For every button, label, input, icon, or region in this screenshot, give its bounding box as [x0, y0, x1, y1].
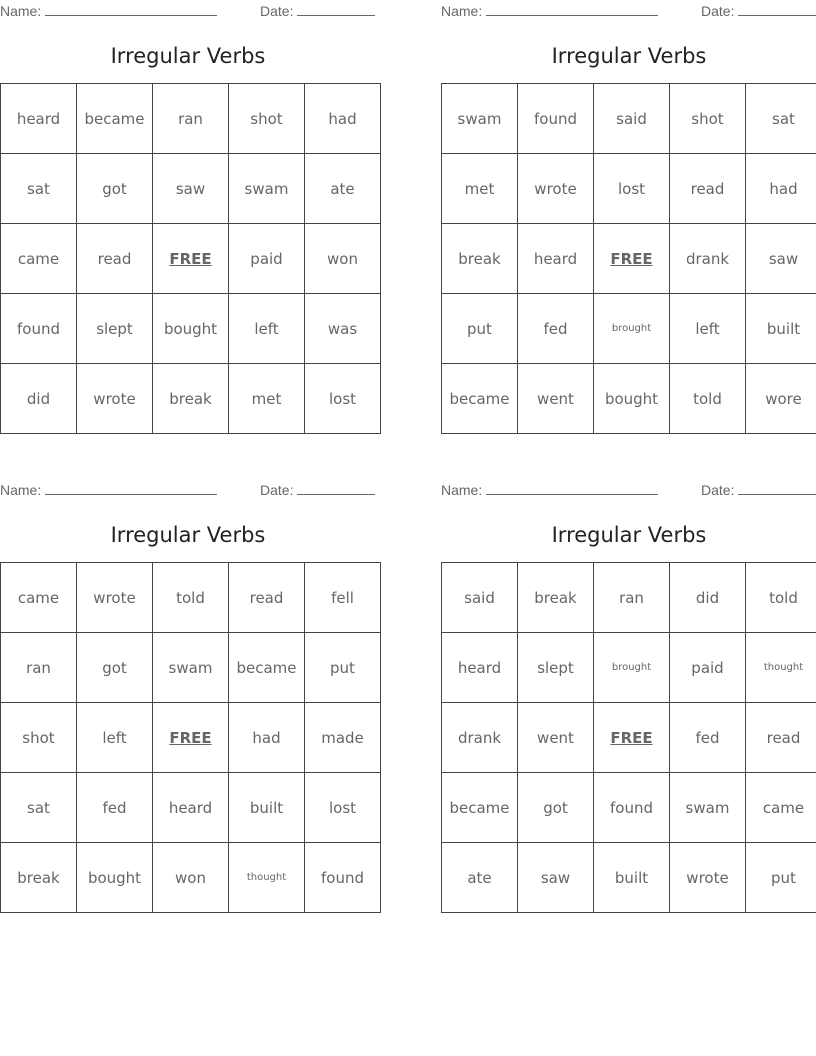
- grid-row: [1, 773, 381, 843]
- name-blank-line: [486, 481, 658, 495]
- free-space-cell: FREE: [594, 224, 670, 294]
- grid-cell: slept: [77, 294, 153, 364]
- grid-cell: found: [305, 843, 381, 913]
- name-blank-line: [45, 481, 217, 495]
- grid-cell: went: [518, 364, 594, 434]
- grid-cell: heard: [153, 773, 229, 843]
- grid-cell: wrote: [77, 364, 153, 434]
- grid-cell: put: [305, 633, 381, 703]
- grid-cell: heard: [1, 84, 77, 154]
- grid-cell: brought: [594, 294, 670, 364]
- card-title: Irregular Verbs: [110, 523, 266, 547]
- grid-cell: thought: [746, 633, 816, 703]
- bingo-card: [441, 0, 816, 435]
- grid-cell: heard: [518, 224, 594, 294]
- grid-cell: had: [305, 84, 381, 154]
- grid-cell: wrote: [670, 843, 746, 913]
- grid-cell: ran: [594, 563, 670, 633]
- card-header: [441, 481, 816, 499]
- grid-cell: did: [1, 364, 77, 434]
- grid-row: [1, 224, 381, 294]
- grid-row: [442, 633, 816, 703]
- grid-row: [442, 294, 816, 364]
- grid-cell: saw: [746, 224, 816, 294]
- grid-cell: had: [746, 154, 816, 224]
- grid-row: [1, 364, 381, 434]
- grid-cell: got: [77, 633, 153, 703]
- grid-row: [442, 703, 816, 773]
- grid-cell: read: [77, 224, 153, 294]
- bingo-card: [0, 0, 376, 435]
- grid-cell: bought: [153, 294, 229, 364]
- grid-cell: sat: [746, 84, 816, 154]
- grid-cell: got: [518, 773, 594, 843]
- grid-cell: fed: [518, 294, 594, 364]
- grid-cell: left: [670, 294, 746, 364]
- grid-row: [442, 563, 816, 633]
- name-label: Name:: [0, 482, 42, 498]
- grid-cell: break: [153, 364, 229, 434]
- name-label: Name:: [0, 3, 42, 19]
- grid-cell: break: [442, 224, 518, 294]
- grid-cell: shot: [670, 84, 746, 154]
- grid-cell: lost: [305, 364, 381, 434]
- grid-cell: built: [746, 294, 816, 364]
- grid-row: [442, 84, 816, 154]
- grid-row: [1, 703, 381, 773]
- grid-cell: lost: [305, 773, 381, 843]
- grid-cell: ran: [153, 84, 229, 154]
- grid-cell: became: [442, 773, 518, 843]
- grid-cell: became: [442, 364, 518, 434]
- grid-cell: heard: [442, 633, 518, 703]
- grid-row: [442, 843, 816, 913]
- date-blank-line: [297, 2, 375, 16]
- free-space-cell: FREE: [153, 703, 229, 773]
- grid-cell: became: [229, 633, 305, 703]
- grid-cell: was: [305, 294, 381, 364]
- grid-row: [1, 563, 381, 633]
- grid-cell: told: [670, 364, 746, 434]
- grid-cell: read: [670, 154, 746, 224]
- grid-cell: ran: [1, 633, 77, 703]
- date-blank-line: [738, 481, 816, 495]
- grid-row: [1, 294, 381, 364]
- bingo-grid: [441, 562, 816, 913]
- grid-cell: brought: [594, 633, 670, 703]
- grid-cell: fed: [670, 703, 746, 773]
- grid-row: [442, 224, 816, 294]
- grid-row: [1, 154, 381, 224]
- grid-cell: told: [153, 563, 229, 633]
- grid-cell: sat: [1, 154, 77, 224]
- bingo-grid: [0, 83, 381, 434]
- grid-cell: paid: [670, 633, 746, 703]
- card-header: [441, 2, 816, 20]
- grid-cell: left: [229, 294, 305, 364]
- grid-cell: break: [1, 843, 77, 913]
- grid-cell: saw: [518, 843, 594, 913]
- grid-cell: did: [670, 563, 746, 633]
- card-header: [0, 481, 376, 499]
- free-space-cell: FREE: [153, 224, 229, 294]
- name-blank-line: [486, 2, 658, 16]
- date-label: Date:: [260, 482, 294, 498]
- bingo-card: [0, 479, 376, 914]
- grid-cell: found: [518, 84, 594, 154]
- grid-row: [1, 843, 381, 913]
- bingo-card: [441, 479, 816, 914]
- grid-cell: sat: [1, 773, 77, 843]
- grid-row: [1, 633, 381, 703]
- grid-cell: won: [153, 843, 229, 913]
- grid-cell: wrote: [77, 563, 153, 633]
- grid-cell: read: [746, 703, 816, 773]
- grid-cell: put: [746, 843, 816, 913]
- grid-cell: told: [746, 563, 816, 633]
- grid-cell: saw: [153, 154, 229, 224]
- grid-cell: came: [1, 224, 77, 294]
- name-label: Name:: [441, 3, 483, 19]
- grid-cell: shot: [1, 703, 77, 773]
- card-title: Irregular Verbs: [551, 523, 707, 547]
- grid-row: [442, 773, 816, 843]
- grid-row: [1, 84, 381, 154]
- grid-cell: wore: [746, 364, 816, 434]
- free-space-cell: FREE: [594, 703, 670, 773]
- grid-cell: met: [229, 364, 305, 434]
- grid-cell: drank: [670, 224, 746, 294]
- grid-cell: said: [594, 84, 670, 154]
- grid-cell: drank: [442, 703, 518, 773]
- grid-cell: came: [1, 563, 77, 633]
- grid-cell: bought: [77, 843, 153, 913]
- date-label: Date:: [260, 3, 294, 19]
- grid-row: [442, 154, 816, 224]
- grid-cell: slept: [518, 633, 594, 703]
- grid-cell: wrote: [518, 154, 594, 224]
- grid-cell: found: [594, 773, 670, 843]
- grid-cell: ate: [442, 843, 518, 913]
- grid-cell: fed: [77, 773, 153, 843]
- bingo-grid: [0, 562, 381, 913]
- grid-cell: said: [442, 563, 518, 633]
- grid-cell: came: [746, 773, 816, 843]
- card-header: [0, 2, 376, 20]
- grid-cell: break: [518, 563, 594, 633]
- grid-row: [442, 364, 816, 434]
- grid-cell: got: [77, 154, 153, 224]
- grid-cell: swam: [229, 154, 305, 224]
- date-label: Date:: [701, 482, 735, 498]
- card-title: Irregular Verbs: [551, 44, 707, 68]
- grid-cell: made: [305, 703, 381, 773]
- grid-cell: found: [1, 294, 77, 364]
- name-blank-line: [45, 2, 217, 16]
- grid-cell: swam: [153, 633, 229, 703]
- grid-cell: swam: [442, 84, 518, 154]
- grid-cell: lost: [594, 154, 670, 224]
- grid-cell: had: [229, 703, 305, 773]
- grid-cell: swam: [670, 773, 746, 843]
- grid-cell: won: [305, 224, 381, 294]
- grid-cell: shot: [229, 84, 305, 154]
- grid-cell: went: [518, 703, 594, 773]
- date-label: Date:: [701, 3, 735, 19]
- grid-cell: ate: [305, 154, 381, 224]
- grid-cell: fell: [305, 563, 381, 633]
- grid-cell: thought: [229, 843, 305, 913]
- grid-cell: met: [442, 154, 518, 224]
- date-blank-line: [297, 481, 375, 495]
- card-title: Irregular Verbs: [110, 44, 266, 68]
- grid-cell: left: [77, 703, 153, 773]
- grid-cell: built: [229, 773, 305, 843]
- date-blank-line: [738, 2, 816, 16]
- grid-cell: read: [229, 563, 305, 633]
- grid-cell: put: [442, 294, 518, 364]
- bingo-grid: [441, 83, 816, 434]
- name-label: Name:: [441, 482, 483, 498]
- grid-cell: paid: [229, 224, 305, 294]
- grid-cell: bought: [594, 364, 670, 434]
- grid-cell: built: [594, 843, 670, 913]
- grid-cell: became: [77, 84, 153, 154]
